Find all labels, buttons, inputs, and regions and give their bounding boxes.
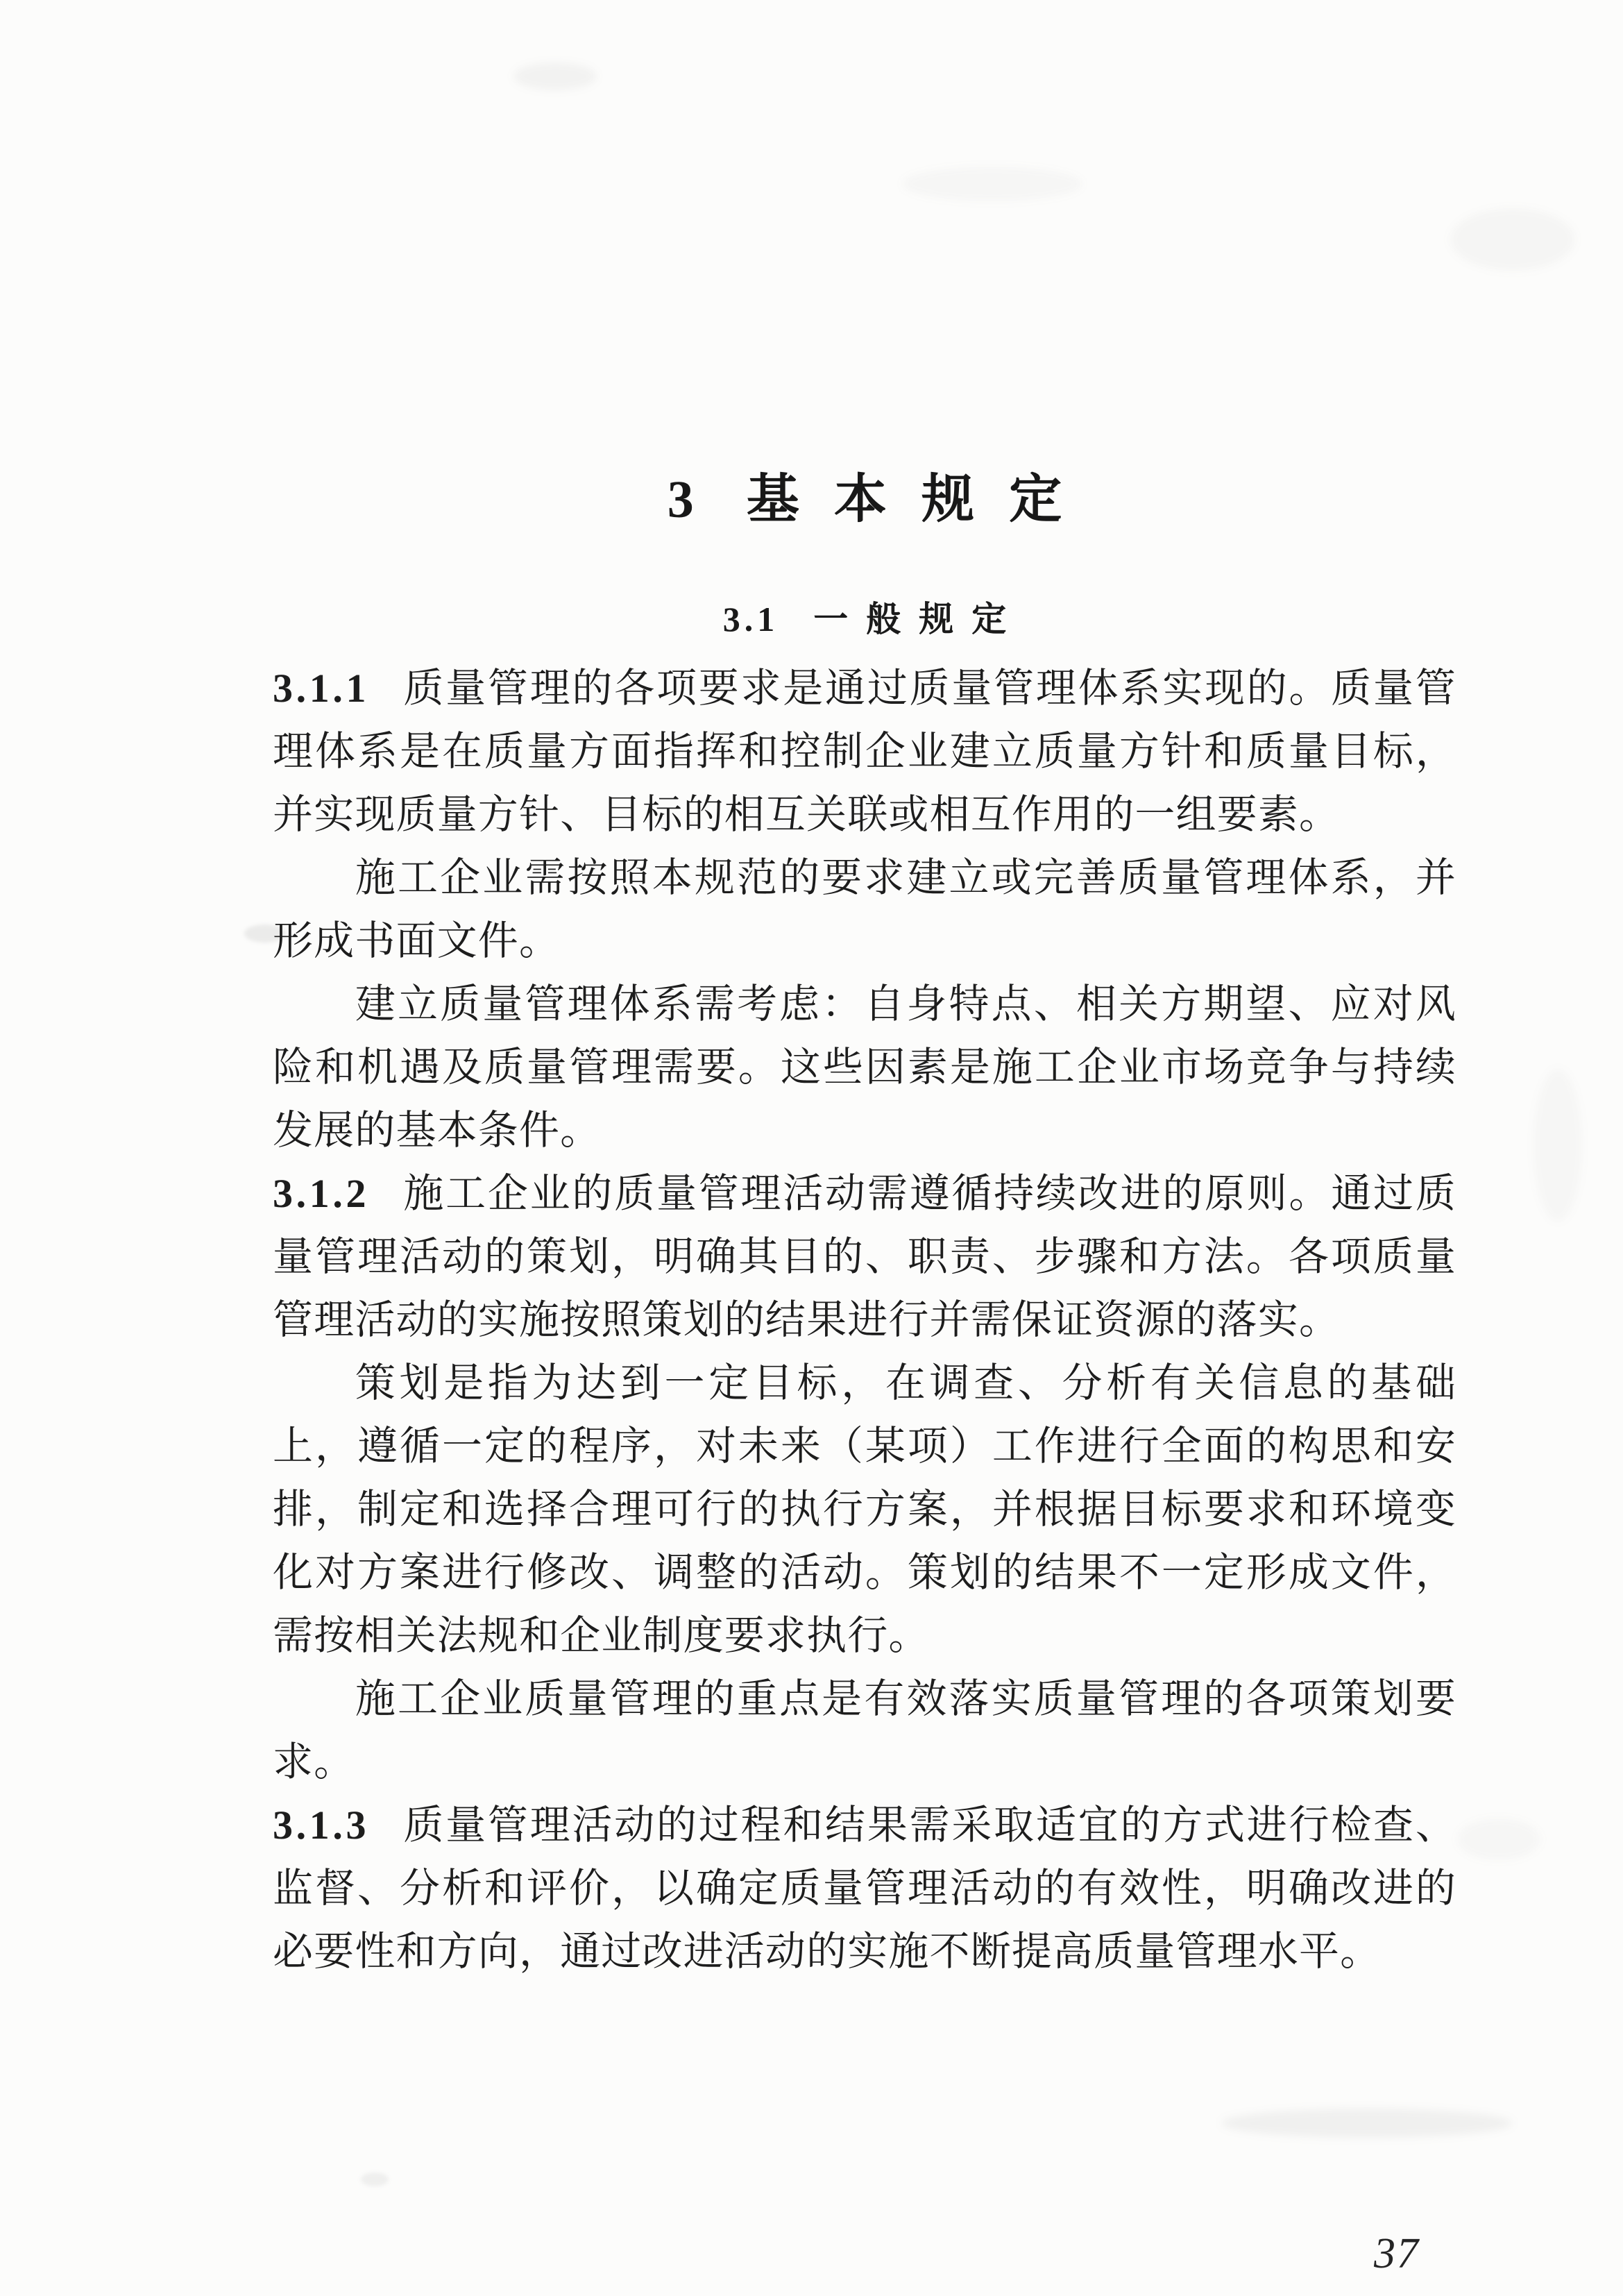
clause-paragraph-3-1-2 xyxy=(273,1162,1456,1351)
scan-artifact xyxy=(513,62,597,90)
scan-artifact xyxy=(361,2172,389,2186)
scan-artifact xyxy=(1533,1069,1582,1222)
commentary-paragraph xyxy=(273,972,1456,1162)
paragraph-text: 施工企业需按照本规范的要求建立或完善质量管理体系，并形成书面文件。 xyxy=(273,855,1456,963)
clause-paragraph-3-1-3 xyxy=(273,1793,1456,1983)
chapter-title: 基本规定 xyxy=(746,470,1097,529)
commentary-paragraph xyxy=(273,846,1456,972)
paragraph-text: 建立质量管理体系需考虑：自身特点、相关方期望、应对风险和机遇及质量管理需要。这些因素是施工企业市场竞争与持续发展的基本条件。 xyxy=(273,981,1456,1153)
paragraph-text: 质量管理活动的过程和结果需采取适宜的方式进行检查、监督、分析和评价，以确定质量管理活动的有效性，明确改进的必要性和方向，通过改进活动的实施不断提高质量管理水平。 xyxy=(273,1803,1456,1974)
body-text xyxy=(273,657,1456,1983)
section-title: 一般规定 xyxy=(813,599,1025,639)
section-heading xyxy=(273,600,1456,640)
chapter-number: 3 xyxy=(667,470,694,529)
clause-label: 3.1.3 xyxy=(273,1803,370,1848)
scan-artifact xyxy=(1450,208,1575,271)
page-number: 37 xyxy=(1374,2230,1420,2277)
chapter-heading xyxy=(273,471,1456,530)
section-number: 3.1 xyxy=(722,599,779,639)
clause-paragraph-3-1-1 xyxy=(273,657,1456,846)
scan-artifact xyxy=(902,167,1082,201)
paragraph-text: 施工企业的质量管理活动需遵循持续改进的原则。通过质量管理活动的策划，明确其目的、职责、步骤和方法。各项质量管理活动的实施按照策划的结果进行并需保证资源的落实。 xyxy=(273,1171,1456,1342)
scan-artifact xyxy=(1221,2109,1513,2138)
clause-label: 3.1.2 xyxy=(273,1171,370,1216)
paragraph-text: 质量管理的各项要求是通过质量管理体系实现的。质量管理体系是在质量方面指挥和控制企业建立质量方针和质量目标，并实现质量方针、目标的相互关联或相互作用的一组要素。 xyxy=(273,666,1456,837)
paragraph-text: 施工企业质量管理的重点是有效落实质量管理的各项策划要求。 xyxy=(273,1676,1456,1784)
commentary-paragraph xyxy=(273,1667,1456,1793)
scan-artifact xyxy=(1457,1818,1540,1860)
paragraph-text: 策划是指为达到一定目标，在调查、分析有关信息的基础上，遵循一定的程序，对未来（某项）工作进行全面的构思和安排，制定和选择合理可行的执行方案，并根据目标要求和环境变化对方案进行修改、调整的活动。策划的结果不一定形成文件，需按相关法规和企业制度要求执行。 xyxy=(273,1360,1456,1658)
commentary-paragraph xyxy=(273,1351,1456,1667)
clause-label: 3.1.1 xyxy=(273,666,370,711)
